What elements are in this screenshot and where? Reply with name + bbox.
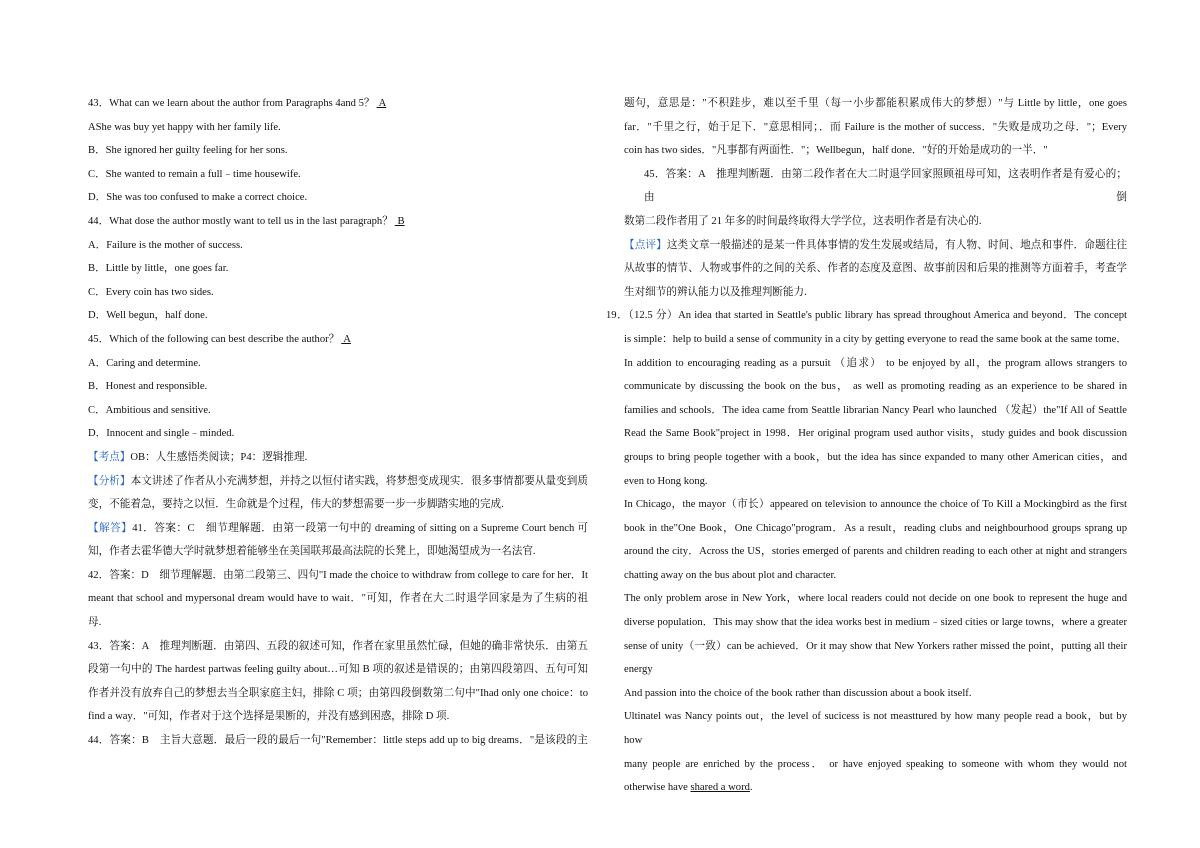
passage-line-20: otherwise have shared a word. [624,782,753,794]
passage-line-6: Read the Same Book"project in 1998．Her original program used author visits，study guides and book discussion [624,428,1127,440]
answer-42-line-1: 42．答案：D 细节理解题．由第二段第三、四句"I made the choice to withdraw from college to care for her．It [88,569,588,581]
answer-44-cont-3: coin has two sides．"凡事都有两面性．"；Wellbegun，half done．"好的开始是成功的一半．" [624,145,1048,157]
jieda-line-2: 知，作者去霍华德大学时就梦想着能够坐在美国联邦最高法院的长凳上，即她渴望成为一名法官. [88,546,536,558]
passage-line-8: even to Hong kong. [624,475,708,487]
option-43a: AShe was buy yet happy with her family life. [88,121,281,133]
question-44: 44．What dose the author mostly want to tell us in the last paragraph？ B [88,215,405,227]
kaodian-tag: 【考点】 [88,451,131,463]
answer-42-line-2: meant that school and mypersonal dream would have to wait．"可知，作者在大二时退学回家是为了生病的祖 [88,593,588,605]
option-45a: A．Caring and determine. [88,357,201,369]
passage-line-5: families and schools．The idea came from Seattle librarian Nancy Pearl who launched （发起）the"If All of Seattle [624,404,1127,416]
option-43d: D．She was too confused to make a correct choice. [88,192,308,204]
dianping-line-2: 从故事的情节、人物或事件的之间的关系、作者的态度及意图、故事前因和后果的推测等方面着手，考查学 [624,263,1127,275]
passage-line-7: groups to bring people together with a book，but the idea has since expanded to many other American cities，and [624,451,1127,463]
answer-44-line-1: 44．答案：B 主旨大意题．最后一段的最后一句"Remember：little steps add up to big dreams．"是该段的主 [88,735,588,747]
option-45c: C．Ambitious and sensitive. [88,404,211,416]
answer-43-line-4: find a way．"可知，作者对于这个选择是果断的，并没有感到困惑，排除 D 项. [88,711,450,723]
jieda-section: 【解答】41．答案：C 细节理解题．由第一段第一句中的 dreaming of sitting on a Supreme Court bench 可 [88,522,588,534]
answer-43-line-3: 作者并没有放弃自己的梦想去当全职家庭主妇，排除 C 项；由第四段倒数第二句中"Ihad only one choice：to [88,687,588,699]
answer-44-cont-1: 题句，意思是："不积跬步，难以至千里（每一小步都能积累成伟大的梦想）"与 Little by little，one goes [624,98,1127,109]
fenxi-section: 【分析】本文讲述了作者从小充满梦想，并持之以恒付诸实践，将梦想变成现实．很多事情都要从量变到质 [88,475,589,487]
option-44c: C．Every coin has two sides. [88,286,214,298]
answer-44: B [394,215,405,227]
option-43c: C．She wanted to remain a full﹣time housewife. [88,168,301,180]
passage-line-12: chatting away on the bus about plot and character. [624,569,837,581]
passage-line-2: is simple：help to build a sense of community in a city by getting everyone to read the same book at the same tome． [624,333,1127,345]
dianping-line-3: 生对细节的辨认能力以及推理判断能力. [624,286,807,298]
question-45: 45．Which of the following can best describe the author？ A [88,333,351,345]
passage-line-15: sense of unity（一致）can be achieved．Or it may show that New Yorkers rather missed the point，putting all their [624,640,1127,652]
fenxi-line-2: 变，不能着急，要持之以恒．生命就是个过程，伟大的梦想需要一步一步脚踏实地的完成. [88,499,504,511]
dianping-section: 【点评】这类文章一般描述的是某一件具体事情的发生发展或结局，有人物、时间、地点和事件．命题往往 [624,239,1128,251]
answer-45: A [341,333,351,345]
passage-line-11: around the city．Across the US，stories emerged of parents and children reading to each other at night and strangers [624,546,1127,558]
option-44d: D．Well begun，half done. [88,310,208,322]
fenxi-tag: 【分析】 [88,475,131,487]
passage-line-1: 19．（12.5 分）An idea that started in Seattle's public library has spread throughout America and beyond．The concept [606,310,1127,322]
answer-45-line-1: 45．答案：A 推理判断题．由第二段作者在大二时退学回家照顾祖母可知，这表明作者是有爱心的；由倒 [644,168,1127,204]
jieda-tag: 【解答】 [88,522,133,534]
passage-line-13: The only problem arose in New York，where local readers could not decide on one book to represent the huge and [624,593,1127,605]
option-44b: B．Little by little，one goes far. [88,263,229,275]
answer-42-line-3: 母. [88,617,102,629]
option-43b: B．She ignored her guilty feeling for her sons. [88,145,288,157]
option-45b: B．Honest and responsible. [88,381,208,393]
answer-43-line-1: 43．答案：A 推理判断题．由第四、五段的叙述可知，作者在家里虽然忙碌，但她的确非常快乐．由第五 [88,640,588,652]
kaodian-section: 【考点】OB：人生感悟类阅读；P4：逻辑推理. [88,451,308,463]
option-44a: A．Failure is the mother of success. [88,239,243,251]
passage-line-10: book in the"One Book，One Chicago"program．As a result，reading clubs and neighbourhood groups sprang up [624,522,1127,534]
left-column [88,92,588,753]
passage-line-3: In addition to encouraging reading as a pursuit （追求） to be enjoyed by all，the program allows strangers to [624,357,1127,369]
answer-44-cont-2: far．"千里之行，始于足下．"意思相同；．而 Failure is the mother of success．"失败是成功之母．"；Every [624,121,1127,133]
passage-line-4: communicate by discussing the book on the bus， as well as promoting reading as an experience to be shared in [624,381,1127,393]
answer-43-line-2: 段第一句中的 The hardest partwas feeling guilty about…可知 B 项的叙述是错误的；由第四段第四、五句可知 [88,664,588,676]
answer-43: A [376,98,387,109]
passage-line-19: many people are enriched by the process． or have enjoyed speaking to someone with whom they would not [624,758,1127,770]
passage-line-9: In Chicago，the mayor（市长）appeared on television to announce the choice of To Kill a Mockingbird as the first [624,499,1127,511]
underlined-phrase: shared a word [690,782,750,794]
dianping-tag: 【点评】 [624,239,667,251]
right-column [606,92,1128,800]
passage-line-14: diverse population．This may show that the idea works best in medium﹣sized cities or large towns，where a greater [624,617,1127,629]
passage-line-18: Ultinatel was Nancy points out，the level of sucicess is not measttured by how many people read a book，but by how [624,711,1127,747]
option-45d: D．Innocent and single﹣minded. [88,428,235,440]
question-43: 43．What can we learn about the author from Paragraphs 4and 5？ A [88,98,387,109]
passage-line-16: energy [624,664,653,676]
answer-45-line-2: 数第二段作者用了 21 年多的时间最终取得大学学位，这表明作者是有决心的. [624,215,982,227]
passage-line-17: And passion into the choice of the book rather than discussion about a book itself. [624,687,972,699]
